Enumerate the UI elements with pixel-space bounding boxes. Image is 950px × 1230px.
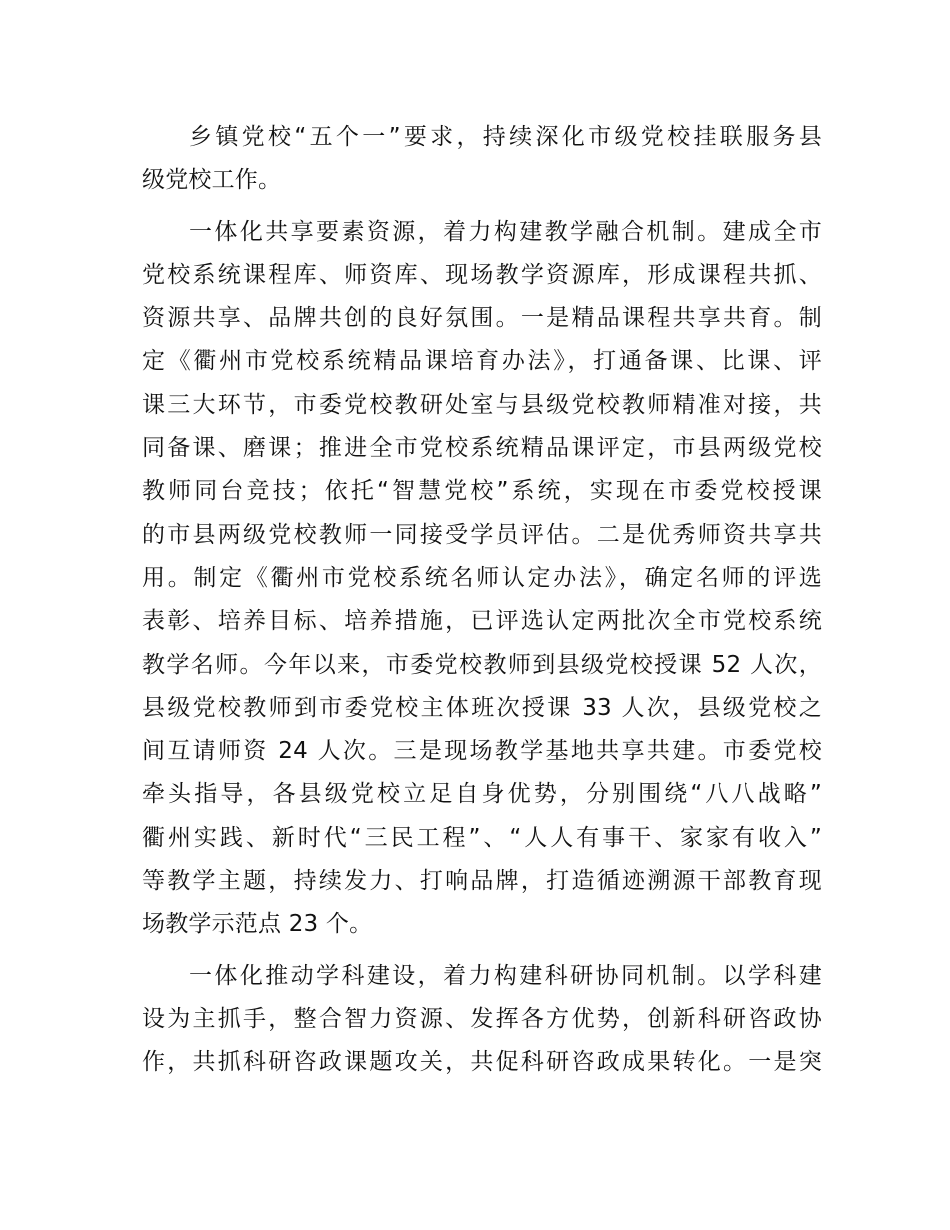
text-line: 场教学示范点 23 个。 — [142, 911, 373, 938]
text-line: 作，共抓科研咨政课题攻关，共促科研咨政成果转化。一是突 — [142, 1049, 822, 1076]
text-line: 同备课、磨课；推进全市党校系统精品课评定，市县两级党校 — [142, 435, 822, 462]
text-line: 级党校工作。 — [142, 167, 282, 194]
text-line: 一体化推动学科建设，着力构建科研协同机制。以学科建 — [189, 962, 822, 989]
paragraph-teaching-integration — [142, 211, 822, 947]
text-line: 一体化共享要素资源，着力构建教学融合机制。建成全市 — [189, 218, 822, 245]
document-page — [142, 116, 822, 1092]
text-line: 表彰、培养目标、培养措施，已评选认定两批次全市党校系统 — [142, 608, 822, 635]
text-line: 教学名师。今年以来，市委党校教师到县级党校授课 52 人次， — [142, 651, 822, 678]
text-line: 衢州实践、新时代“三民工程”、“人人有事干、家家有收入” — [142, 824, 822, 851]
text-line: 乡镇党校“五个一”要求，持续深化市级党校挂联服务县 — [189, 124, 822, 150]
text-line: 县级党校教师到市委党校主体班次授课 33 人次，县级党校之 — [142, 694, 822, 721]
paragraph-continued — [142, 116, 822, 203]
text-line: 间互请师资 24 人次。三是现场教学基地共享共建。市委党校 — [142, 738, 822, 765]
text-line: 党校系统课程库、师资库、现场教学资源库，形成课程共抓、 — [142, 261, 822, 288]
text-line: 用。制定《衢州市党校系统名师认定办法》，确定名师的评选 — [142, 564, 822, 591]
text-line: 牵头指导，各县级党校立足自身优势，分别围绕“八八战略” — [142, 781, 822, 808]
text-line: 课三大环节，市委党校教研处室与县级党校教师精准对接，共 — [142, 391, 822, 418]
text-line: 资源共享、品牌共创的良好氛围。一是精品课程共享共育。制 — [142, 305, 822, 332]
paragraph-research-collaboration — [142, 955, 822, 1085]
text-line: 教师同台竞技；依托“智慧党校”系统，实现在市委党校授课 — [142, 478, 822, 505]
text-line: 定《衢州市党校系统精品课培育办法》，打通备课、比课、评 — [142, 348, 822, 375]
text-line: 的市县两级党校教师一同接受学员评估。二是优秀师资共享共 — [142, 521, 822, 548]
text-line: 等教学主题，持续发力、打响品牌，打造循迹溯源干部教育现 — [142, 868, 822, 895]
text-line: 设为主抓手，整合智力资源、发挥各方优势，创新科研咨政协 — [142, 1005, 822, 1032]
